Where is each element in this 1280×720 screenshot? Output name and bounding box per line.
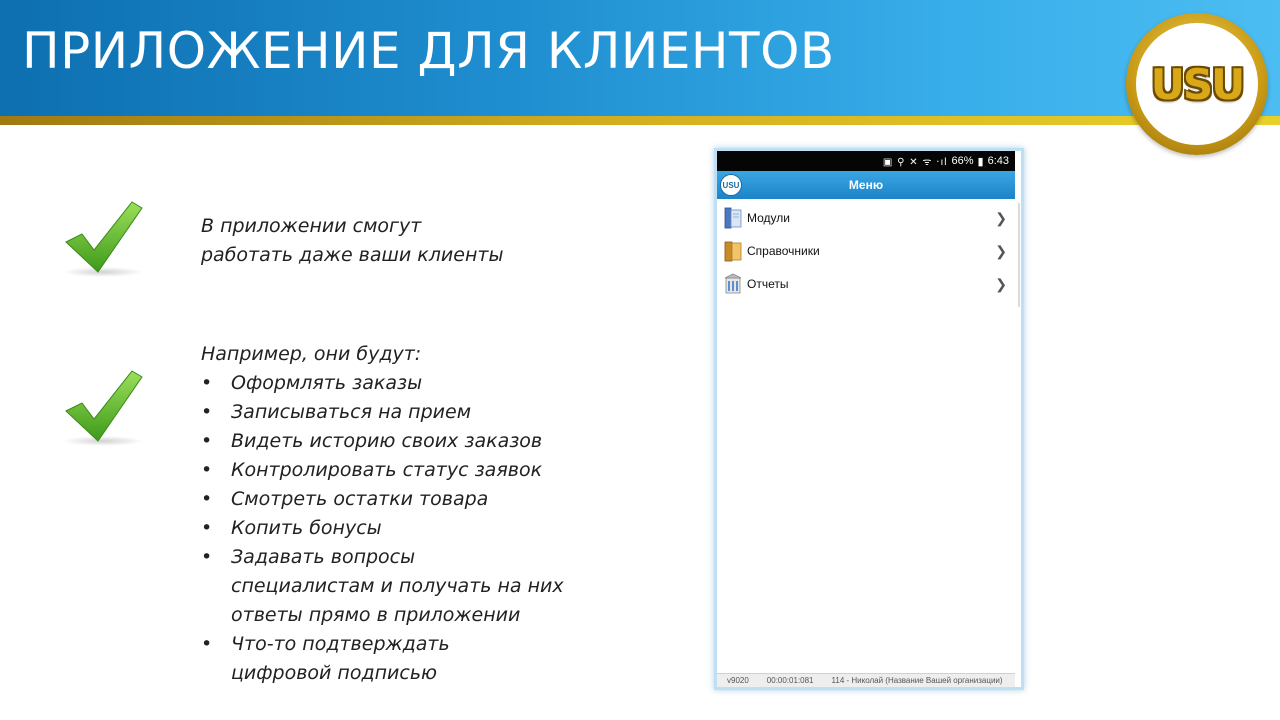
app-logo-icon[interactable] bbox=[720, 174, 742, 196]
status-time: 6:43 bbox=[987, 155, 1009, 167]
list-item-text: • Записываться на прием bbox=[231, 401, 472, 423]
menu-item-label: Отчеты bbox=[747, 276, 789, 291]
list-item-text: • Смотреть остатки товара bbox=[231, 488, 489, 510]
header-banner bbox=[0, 0, 1280, 118]
footer-version: v9020 bbox=[727, 676, 749, 685]
examples-lead: Например, они будут: bbox=[201, 343, 422, 365]
page-title: ПРИЛОЖЕНИЕ ДЛЯ КЛИЕНТОВ bbox=[22, 22, 835, 80]
menu-list bbox=[717, 201, 1015, 300]
list-item-text: • Оформлять заказы bbox=[231, 372, 423, 394]
intro-line: В приложении смогут bbox=[201, 215, 422, 237]
list-item-text: • Видеть историю своих заказов bbox=[231, 430, 543, 452]
menu-item-directories[interactable] bbox=[717, 234, 1015, 267]
reports-building-icon bbox=[723, 273, 743, 295]
list-item-text: • Копить бонусы bbox=[231, 517, 382, 539]
list-item bbox=[201, 543, 621, 630]
menu-item-label: Справочники bbox=[747, 243, 820, 258]
list-item bbox=[201, 514, 621, 543]
app-bar bbox=[717, 171, 1015, 199]
battery-icon: ▮ bbox=[977, 155, 984, 168]
examples-block bbox=[201, 340, 621, 688]
list-item bbox=[201, 369, 621, 398]
logo-inner bbox=[1136, 23, 1258, 145]
intro-line: работать даже ваши клиенты bbox=[201, 244, 504, 266]
check-mark-icon bbox=[58, 198, 148, 278]
logo-text: USU bbox=[1150, 59, 1244, 109]
scrollbar[interactable] bbox=[1018, 203, 1020, 307]
examples-list bbox=[201, 369, 621, 688]
list-item bbox=[201, 427, 621, 456]
status-bar bbox=[717, 151, 1015, 171]
chevron-right-icon: ❯ bbox=[995, 243, 1007, 259]
app-bar-title: Меню bbox=[848, 178, 884, 192]
list-item bbox=[201, 398, 621, 427]
app-logo-text: USU bbox=[722, 180, 740, 190]
menu-item-modules[interactable] bbox=[717, 201, 1015, 234]
phone-screenshot bbox=[714, 148, 1024, 690]
list-item-text: цифровой подписью bbox=[231, 662, 438, 684]
list-item bbox=[201, 456, 621, 485]
list-item bbox=[201, 485, 621, 514]
list-item-text: специалистам и получать на них bbox=[231, 575, 564, 597]
directory-folder-icon bbox=[723, 240, 743, 262]
modules-book-icon bbox=[723, 207, 743, 229]
list-item bbox=[201, 630, 621, 688]
battery-level: 66% bbox=[951, 155, 974, 167]
list-item-text: • Что-то подтверждать bbox=[231, 633, 450, 655]
list-item-text: • Контролировать статус заявок bbox=[231, 459, 543, 481]
menu-item-label: Модули bbox=[747, 210, 790, 225]
header-gold-stripe bbox=[0, 116, 1280, 125]
menu-item-reports[interactable] bbox=[717, 267, 1015, 300]
footer-user: 114 - Николай (Название Вашей организации) bbox=[831, 676, 1003, 685]
phone-footer-bar bbox=[717, 673, 1015, 687]
list-item-text: • Задавать вопросы bbox=[231, 546, 416, 568]
check-mark-icon bbox=[58, 367, 148, 447]
usu-logo-icon bbox=[1126, 13, 1268, 155]
footer-timer: 00:00:01:081 bbox=[766, 676, 814, 685]
status-icons: ▣ ⚲ ✕ ᯤ ‧ıl bbox=[882, 157, 948, 168]
intro-text bbox=[201, 212, 601, 270]
chevron-right-icon: ❯ bbox=[995, 210, 1007, 226]
list-item-text: ответы прямо в приложении bbox=[231, 604, 521, 626]
chevron-right-icon: ❯ bbox=[995, 276, 1007, 292]
